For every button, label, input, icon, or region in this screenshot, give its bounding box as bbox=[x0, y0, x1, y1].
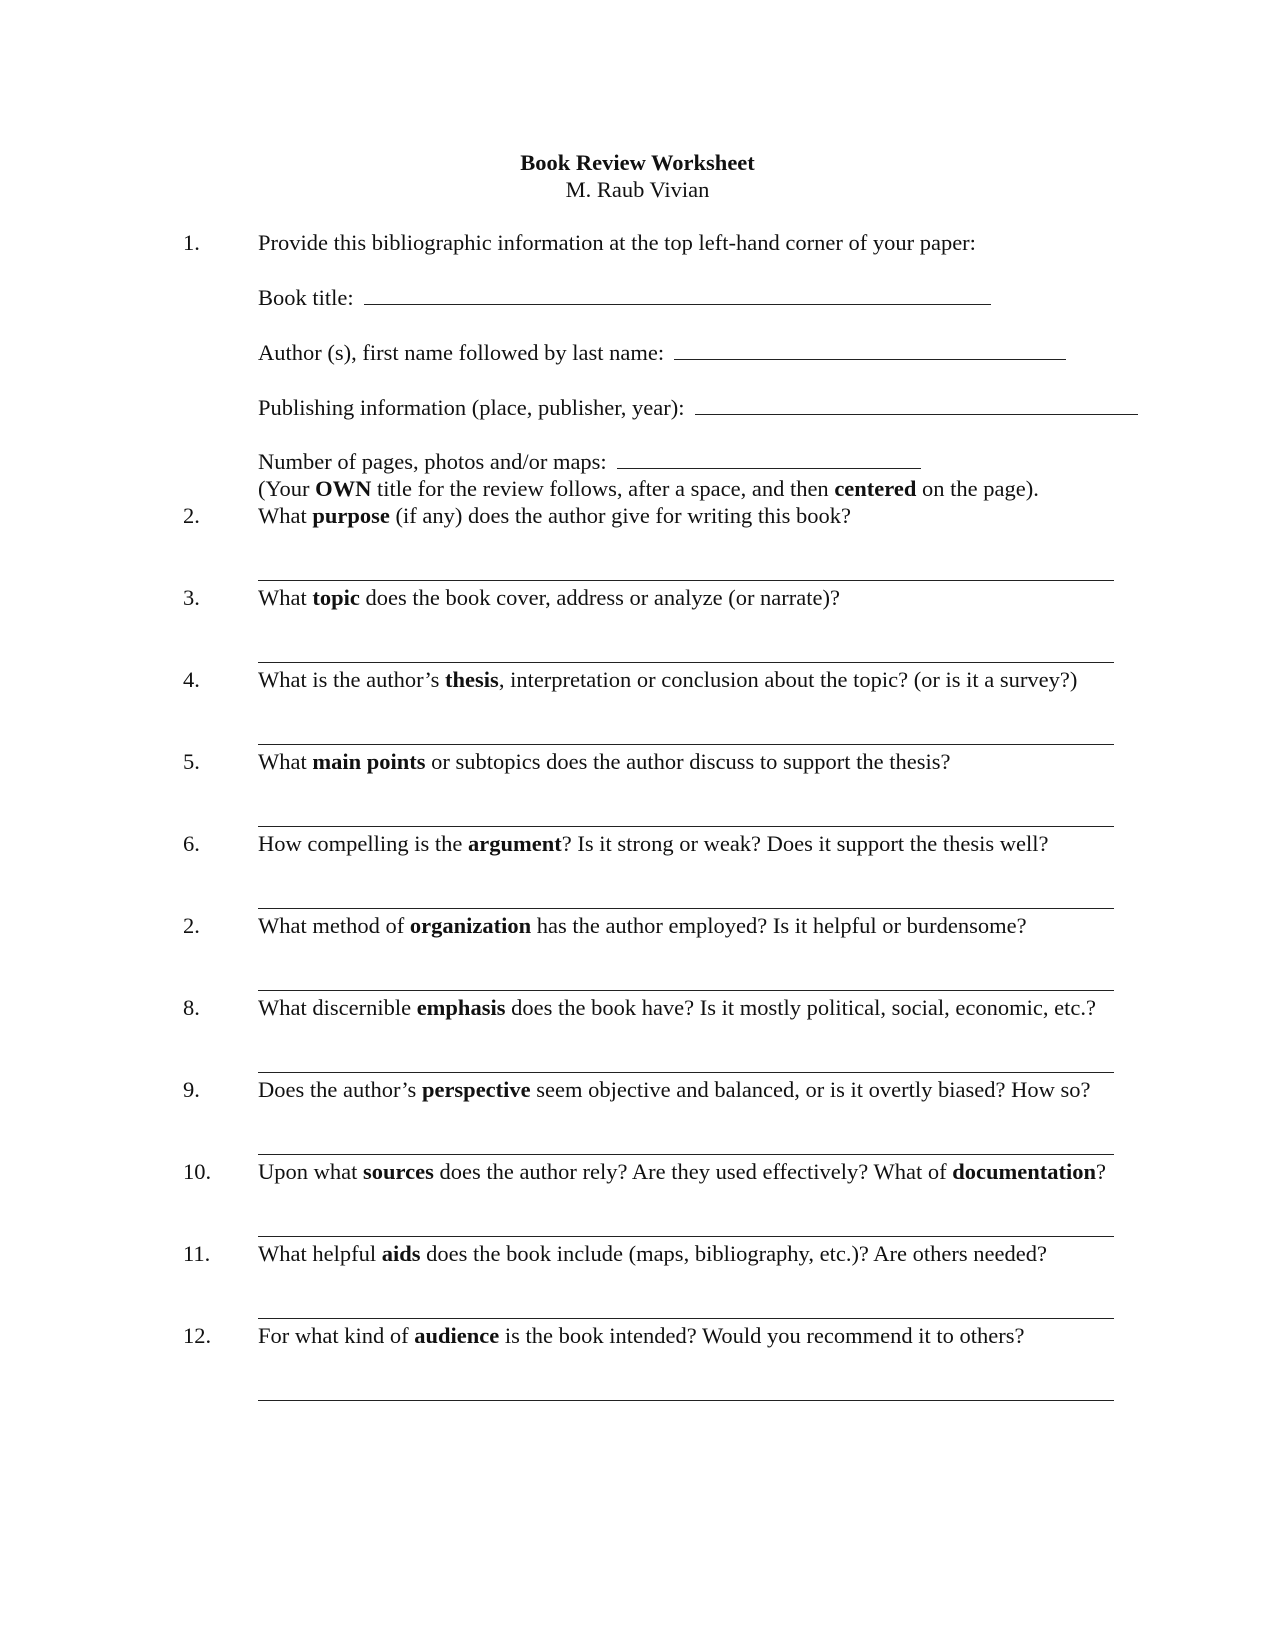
question-4 bbox=[258, 669, 1077, 692]
item-number: 2. bbox=[183, 913, 200, 938]
question-text: What bbox=[258, 749, 313, 774]
question-text: What helpful bbox=[258, 1241, 382, 1266]
question-text: What is the author’s bbox=[258, 667, 446, 692]
question-text: does the book include (maps, bibliography, etc.)? Are others needed? bbox=[420, 1241, 1047, 1266]
question-6 bbox=[258, 833, 1049, 856]
answer-line[interactable] bbox=[258, 1154, 1114, 1155]
question-text: does the author rely? Are they used effectively? What of bbox=[433, 1159, 953, 1184]
question-text: seem objective and balanced, or is it overtly biased? How so? bbox=[530, 1077, 1091, 1102]
question-text: ? bbox=[1095, 1159, 1106, 1184]
book-title-blank[interactable] bbox=[364, 286, 991, 305]
field-label: Number of pages, photos and/or maps: bbox=[258, 449, 607, 474]
answer-line[interactable] bbox=[258, 990, 1114, 991]
question-text: What bbox=[258, 585, 313, 610]
item-number: 8. bbox=[183, 995, 200, 1020]
item-number: 2. bbox=[183, 503, 200, 528]
item-number: 6. bbox=[183, 831, 200, 856]
item-number: 5. bbox=[183, 749, 200, 774]
question-keyword: perspective bbox=[421, 1077, 531, 1102]
answer-line[interactable] bbox=[258, 908, 1114, 909]
question-text: or subtopics does the author discuss to support the thesis? bbox=[425, 749, 951, 774]
question-keyword: documentation bbox=[952, 1159, 1096, 1184]
answer-line[interactable] bbox=[258, 662, 1114, 663]
question-text: does the book have? Is it mostly political, social, economic, etc.? bbox=[505, 995, 1096, 1020]
note-text: title for the review follows, after a space, and then bbox=[371, 476, 835, 501]
answer-line[interactable] bbox=[258, 1236, 1114, 1237]
page-author: M. Raub Vivian bbox=[565, 177, 710, 202]
question-12 bbox=[258, 1325, 1024, 1348]
note-text: on the page). bbox=[916, 476, 1039, 501]
question-text: is the book intended? Would you recommend it to others? bbox=[499, 1323, 1025, 1348]
question-keyword: topic bbox=[312, 585, 360, 610]
question-text: What bbox=[258, 503, 313, 528]
note-bold: centered bbox=[834, 476, 917, 501]
page-title: Book Review Worksheet bbox=[520, 150, 755, 175]
author-blank[interactable] bbox=[674, 341, 1066, 360]
answer-line[interactable] bbox=[258, 826, 1114, 827]
question-text: How compelling is the bbox=[258, 831, 468, 856]
question-text: What discernible bbox=[258, 995, 417, 1020]
note-bold: OWN bbox=[315, 476, 372, 501]
question-text: does the book cover, address or analyze (or narrate)? bbox=[359, 585, 840, 610]
question-5 bbox=[258, 751, 950, 774]
question-keyword: sources bbox=[363, 1159, 434, 1184]
question-keyword: thesis bbox=[445, 667, 499, 692]
question-2 bbox=[258, 505, 851, 528]
field-label: Publishing information (place, publisher, year): bbox=[258, 395, 685, 420]
item-number: 1. bbox=[183, 230, 200, 255]
field-label: Author (s), first name followed by last name: bbox=[258, 340, 665, 365]
item-number: 12. bbox=[183, 1323, 212, 1348]
question-keyword: emphasis bbox=[416, 995, 506, 1020]
publishing-blank[interactable] bbox=[695, 396, 1138, 415]
question-text: What method of bbox=[258, 913, 410, 938]
publishing-field bbox=[258, 396, 1138, 420]
question-keyword: aids bbox=[381, 1241, 421, 1266]
item-number: 11. bbox=[183, 1241, 211, 1266]
question-9 bbox=[258, 1079, 1090, 1102]
section1-instruction: Provide this bibliographic information at the top left-hand corner of your paper: bbox=[258, 230, 976, 255]
question-keyword: argument bbox=[467, 831, 562, 856]
question-3 bbox=[258, 587, 840, 610]
field-label: Book title: bbox=[258, 285, 354, 310]
question-text: Upon what bbox=[258, 1159, 363, 1184]
item-number: 10. bbox=[183, 1159, 212, 1184]
answer-line[interactable] bbox=[258, 580, 1114, 581]
question-10 bbox=[258, 1161, 1106, 1184]
pages-field bbox=[258, 450, 921, 474]
answer-line[interactable] bbox=[258, 1400, 1114, 1401]
question-7 bbox=[258, 915, 1027, 938]
question-8 bbox=[258, 997, 1096, 1020]
question-text: ? Is it strong or weak? Does it support the thesis well? bbox=[561, 831, 1049, 856]
question-text: Does the author’s bbox=[258, 1077, 422, 1102]
question-text: has the author employed? Is it helpful or burdensome? bbox=[531, 913, 1027, 938]
book-title-field bbox=[258, 286, 991, 310]
item-number: 9. bbox=[183, 1077, 200, 1102]
question-text: , interpretation or conclusion about the topic? (or is it a survey?) bbox=[498, 667, 1078, 692]
item-number: 3. bbox=[183, 585, 200, 610]
question-keyword: audience bbox=[414, 1323, 500, 1348]
item-number: 4. bbox=[183, 667, 200, 692]
note-text: (Your bbox=[258, 476, 316, 501]
answer-line[interactable] bbox=[258, 1072, 1114, 1073]
answer-line[interactable] bbox=[258, 744, 1114, 745]
author-field bbox=[258, 341, 1066, 365]
answer-line[interactable] bbox=[258, 1318, 1114, 1319]
question-text: (if any) does the author give for writing this book? bbox=[389, 503, 852, 528]
question-keyword: purpose bbox=[312, 503, 390, 528]
section1-note bbox=[258, 478, 1039, 501]
question-keyword: main points bbox=[312, 749, 426, 774]
question-keyword: organization bbox=[409, 913, 532, 938]
question-text: For what kind of bbox=[258, 1323, 415, 1348]
question-11 bbox=[258, 1243, 1047, 1266]
pages-blank[interactable] bbox=[617, 450, 921, 469]
